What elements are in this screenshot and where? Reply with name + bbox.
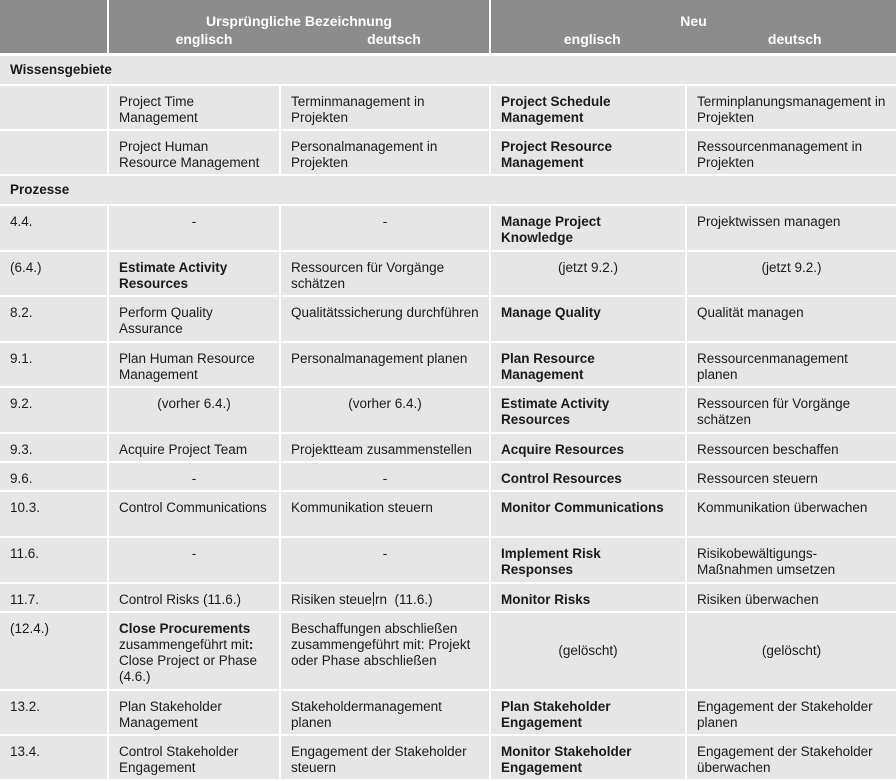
- orig-german-cell: -: [280, 462, 490, 491]
- orig-english-cell: Project Human Resource Management: [108, 130, 280, 175]
- orig-german-cell: Qualitätssicherung durchführen: [280, 296, 490, 342]
- section-label-processes: Prozesse: [0, 175, 896, 205]
- new-german-cell: Kommunikation überwachen: [686, 491, 896, 537]
- orig-english-cell: Project Time Management: [108, 85, 280, 130]
- new-english-cell: Manage Quality: [490, 296, 686, 342]
- table-header: [0, 0, 896, 54]
- new-english-cell: (gelöscht): [490, 612, 686, 690]
- header-original-group: [108, 0, 490, 54]
- header-original-english: englisch: [175, 30, 233, 47]
- row-number-cell: 10.3.: [0, 491, 108, 537]
- orig-german-cell: Personalmanagement in Projekten: [280, 130, 490, 175]
- header-original-title: Ursprüngliche Bezeichnung: [206, 12, 392, 29]
- table-row: [0, 296, 896, 342]
- new-english-cell: Estimate Activity Resources: [490, 387, 686, 433]
- orig-german-cell: Beschaffungen abschließen zusammengeführt mit: Projekt oder Phase abschließen: [280, 612, 490, 690]
- row-number-cell: (6.4.): [0, 251, 108, 296]
- new-german-cell: Terminplanungsmanagement in Projekten: [686, 85, 896, 130]
- orig-german-cell: Terminmanagement in Projekten: [280, 85, 490, 130]
- table-row: [0, 735, 896, 780]
- section-row-processes: [0, 175, 896, 205]
- table-row: [0, 387, 896, 433]
- new-english-cell: Control Resources: [490, 462, 686, 491]
- orig-english-cell: Control Communications: [108, 491, 280, 537]
- table-row: [0, 462, 896, 491]
- orig-english-cell: (vorher 6.4.): [108, 387, 280, 433]
- orig-english-bold: Close Procurements: [119, 620, 251, 636]
- row-number-cell: 9.2.: [0, 387, 108, 433]
- orig-english-cell: -: [108, 462, 280, 491]
- orig-english-rest: zusammengeführt mit: [119, 636, 249, 652]
- new-english-cell: Acquire Resources: [490, 433, 686, 462]
- orig-english-cell: Perform Quality Assurance: [108, 296, 280, 342]
- table-row: [0, 251, 896, 296]
- orig-english-cell: -: [108, 537, 280, 583]
- table-row: [0, 491, 896, 537]
- header-blank-cell: [0, 0, 108, 54]
- text-cursor: [373, 592, 374, 606]
- new-english-cell: Manage Project Knowledge: [490, 205, 686, 251]
- row-number-cell: [0, 85, 108, 130]
- header-original-german: deutsch: [367, 30, 421, 47]
- new-german-cell: Ressourcen beschaffen: [686, 433, 896, 462]
- new-german-cell: Qualität managen: [686, 296, 896, 342]
- orig-english-cell: Control Stakeholder Engagement: [108, 735, 280, 780]
- row-number-cell: 13.4.: [0, 735, 108, 780]
- header-new-title: Neu: [680, 12, 707, 29]
- new-german-cell: (gelöscht): [686, 612, 896, 690]
- new-english-cell: Plan Stakeholder Engagement: [490, 690, 686, 735]
- new-german-cell: Projektwissen managen: [686, 205, 896, 251]
- row-number-cell: 11.6.: [0, 537, 108, 583]
- new-german-cell: Engagement der Stakeholder planen: [686, 690, 896, 735]
- new-german-cell: Engagement der Stakeholder überwachen: [686, 735, 896, 780]
- table-row: [0, 85, 896, 130]
- orig-german-cell: Kommunikation steuern: [280, 491, 490, 537]
- row-number-cell: 8.2.: [0, 296, 108, 342]
- new-german-cell: (jetzt 9.2.): [686, 251, 896, 296]
- new-german-cell: Ressourcenmanagement in Projekten: [686, 130, 896, 175]
- orig-german-cell: Ressourcen für Vorgänge schätzen: [280, 251, 490, 296]
- orig-english-cell: Acquire Project Team: [108, 433, 280, 462]
- row-number-cell: [0, 130, 108, 175]
- orig-german-cell: [280, 583, 490, 612]
- orig-english-cell: [108, 612, 280, 690]
- orig-english-tail: Close Project or Phase (4.6.): [119, 652, 258, 684]
- new-german-cell: Ressourcen steuern: [686, 462, 896, 491]
- orig-german-cell: (vorher 6.4.): [280, 387, 490, 433]
- orig-english-colon: :: [248, 636, 254, 652]
- table-row: [0, 537, 896, 583]
- header-new-group: [490, 0, 896, 54]
- orig-german-cell: -: [280, 205, 490, 251]
- row-number-cell: 9.6.: [0, 462, 108, 491]
- orig-german-cell: Projektteam zusammenstellen: [280, 433, 490, 462]
- row-number-cell: (12.4.): [0, 612, 108, 690]
- new-english-cell: Project Resource Management: [490, 130, 686, 175]
- new-german-cell: Risiken überwachen: [686, 583, 896, 612]
- new-german-cell: Risikobewältigungs-Maßnahmen umsetzen: [686, 537, 896, 583]
- new-english-cell: Implement Risk Responses: [490, 537, 686, 583]
- orig-english-cell: -: [108, 205, 280, 251]
- table-row: [0, 130, 896, 175]
- header-new-english: englisch: [563, 30, 621, 47]
- section-row-knowledge-areas: [0, 54, 896, 85]
- new-english-cell: Project Schedule Management: [490, 85, 686, 130]
- new-german-cell: Ressourcenmanagement planen: [686, 342, 896, 387]
- row-number-cell: 13.2.: [0, 690, 108, 735]
- table-row: [0, 205, 896, 251]
- table-row: [0, 342, 896, 387]
- row-number-cell: 11.7.: [0, 583, 108, 612]
- orig-english-cell: Plan Human Resource Management: [108, 342, 280, 387]
- new-english-cell: (jetzt 9.2.): [490, 251, 686, 296]
- orig-german-text-b: rn (11.6.): [375, 591, 433, 607]
- orig-german-cell: -: [280, 537, 490, 583]
- orig-german-cell: Personalmanagement planen: [280, 342, 490, 387]
- orig-english-cell: Control Risks (11.6.): [108, 583, 280, 612]
- header-new-german: deutsch: [767, 30, 822, 47]
- table-row: [0, 433, 896, 462]
- table-row: [0, 612, 896, 690]
- new-english-cell: Monitor Communications: [490, 491, 686, 537]
- new-english-cell: Monitor Stakeholder Engagement: [490, 735, 686, 780]
- table-row: [0, 583, 896, 612]
- row-number-cell: 9.3.: [0, 433, 108, 462]
- orig-german-cell: Engagement der Stakeholder steuern: [280, 735, 490, 780]
- new-english-cell: Monitor Risks: [490, 583, 686, 612]
- orig-english-cell: Estimate Activity Resources: [108, 251, 280, 296]
- row-number-cell: 9.1.: [0, 342, 108, 387]
- orig-english-cell: Plan Stakeholder Management: [108, 690, 280, 735]
- table-row: [0, 690, 896, 735]
- new-german-cell: Ressourcen für Vorgänge schätzen: [686, 387, 896, 433]
- orig-german-cell: Stakeholdermanagement planen: [280, 690, 490, 735]
- new-english-cell: Plan Resource Management: [490, 342, 686, 387]
- section-label-knowledge-areas: Wissensgebiete: [0, 54, 896, 85]
- orig-german-text-a: Risiken steue: [291, 591, 373, 607]
- row-number-cell: 4.4.: [0, 205, 108, 251]
